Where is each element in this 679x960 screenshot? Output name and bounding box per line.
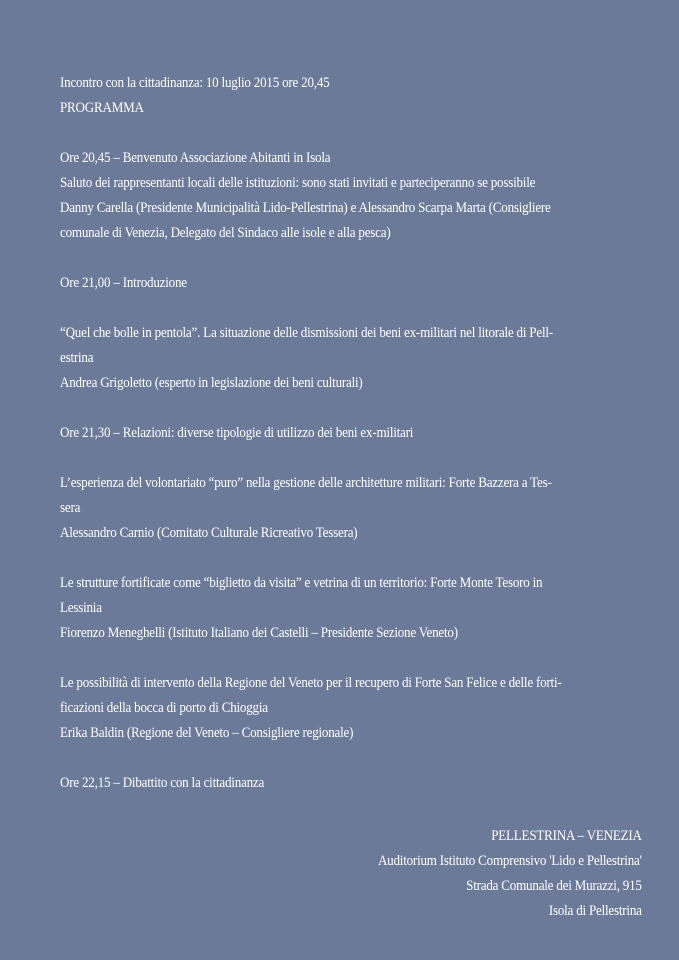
talk-title: Lessinia: [60, 599, 102, 616]
talk-speaker: Andrea Grigoletto (esperto in legislazione dei beni culturali): [60, 374, 363, 391]
spacer: [60, 645, 645, 670]
agenda-item-welcome-title: Ore 20,45 – Benvenuto Associazione Abitanti in Isola: [60, 149, 331, 166]
agenda-item-welcome-text: Danny Carella (Presidente Municipalità Lido-Pellestrina) e Alessandro Scarpa Marta (Consigliere: [60, 199, 551, 216]
spacer: [60, 745, 645, 770]
agenda-item-welcome-text: Saluto dei rappresentanti locali delle istituzioni: sono stati invitati e parteciperanno se possibile: [60, 174, 536, 191]
talk-title: “Quel che bolle in pentola”. La situazione delle dismissioni dei beni ex-militari nel litorale di Pell-: [60, 324, 553, 341]
program-heading: PROGRAMMA: [60, 99, 144, 116]
venue-address: [378, 823, 642, 923]
talk-title: ficazioni della bocca di porto di Chioggia: [60, 699, 268, 716]
venue-street: Strada Comunale dei Murazzi, 915: [466, 877, 642, 894]
program-body: [60, 70, 645, 795]
venue-name: Auditorium Istituto Comprensivo 'Lido e Pellestrina': [378, 852, 642, 869]
talk-speaker: Alessandro Carnio (Comitato Culturale Ricreativo Tessera): [60, 524, 358, 541]
talk-title: sera: [60, 499, 81, 516]
talk-speaker: Fiorenzo Meneghelli (Istituto Italiano dei Castelli – Presidente Sezione Veneto): [60, 624, 458, 641]
agenda-item-relations: Ore 21,30 – Relazioni: diverse tipologie di utilizzo dei beni ex-militari: [60, 424, 414, 441]
spacer: [60, 545, 645, 570]
talk-title: Le possibilità di intervento della Regione del Veneto per il recupero di Forte San Felice e delle forti-: [60, 674, 562, 691]
talk-title: estrina: [60, 349, 94, 366]
talk-title: Le strutture fortificate come “biglietto da visita” e vetrina di un territorio: Forte Monte Tesoro in: [60, 574, 543, 591]
talk-speaker: Erika Baldin (Regione del Veneto – Consigliere regionale): [60, 724, 354, 741]
agenda-item-debate: Ore 22,15 – Dibattito con la cittadinanza: [60, 774, 265, 791]
spacer: [60, 445, 645, 470]
spacer: [60, 120, 645, 145]
agenda-item-introduction: Ore 21,00 – Introduzione: [60, 274, 187, 291]
venue-island: Isola di Pellestrina: [549, 902, 642, 919]
talk-title: L’esperienza del volontariato “puro” nella gestione delle architetture militari: Forte Bazzera a Tes-: [60, 474, 552, 491]
spacer: [60, 395, 645, 420]
venue-city: PELLESTRINA – VENEZIA: [491, 827, 642, 844]
spacer: [60, 295, 645, 320]
spacer: [60, 245, 645, 270]
event-title: Incontro con la cittadinanza: 10 luglio 2015 ore 20,45: [60, 74, 330, 91]
agenda-item-welcome-text: comunale di Venezia, Delegato del Sindaco alle isole e alla pesca): [60, 224, 391, 241]
